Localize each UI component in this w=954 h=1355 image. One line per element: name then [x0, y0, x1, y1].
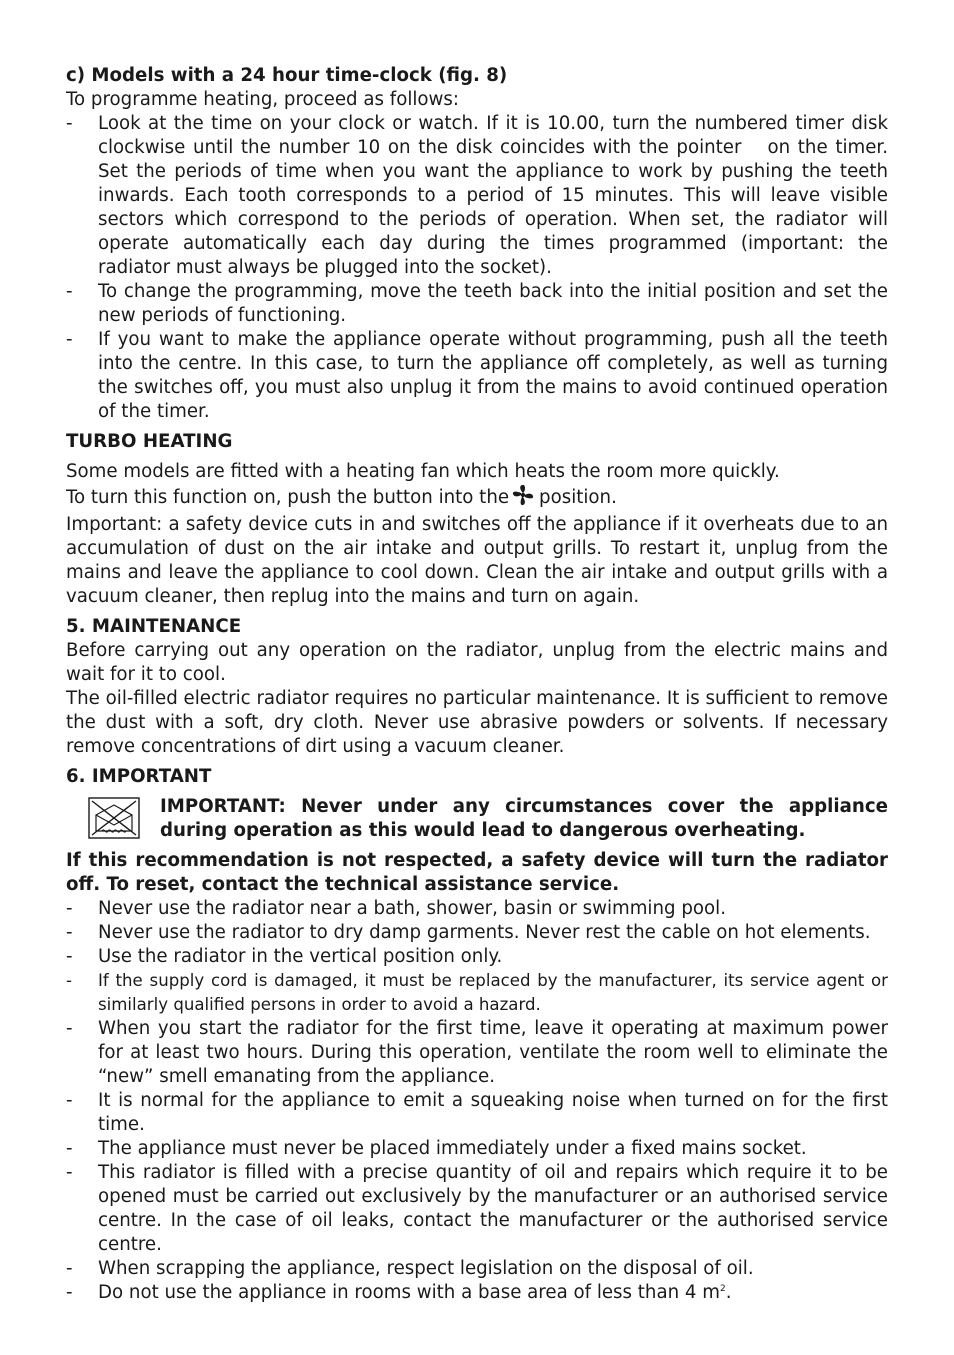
turbo-text: position. [539, 487, 617, 508]
list-item: - This radiator is filled with a precise quantity of oil and repairs which require it to be opened must be carried out exclusively by the manufacturer or an authorised service centre. In the case of oil leaks, contact the manufacturer or the authorised service centre. [66, 1161, 888, 1257]
list-item: - When scrapping the appliance, respect legislation on the disposal of oil. [66, 1257, 888, 1281]
list-item: - If you want to make the appliance operate without programming, push all the teeth into the centre. In this case, to turn the appliance off completely, as well as turning the switches off, you must also unplug it from the mains to avoid continued operation of the timer. [66, 328, 888, 424]
do-not-cover-icon [88, 797, 140, 839]
list-item [66, 112, 888, 280]
turbo-text: To turn this function on, push the button into the [66, 487, 510, 508]
important-bold-paragraph: If this recommendation is not respected, a safety device will turn the radiator off. To reset, contact the technical assistance service. [66, 850, 888, 895]
turbo-paragraph: Some models are fitted with a heating fan which heats the room more quickly. [66, 461, 780, 482]
list-item: - It is normal for the appliance to emit a squeaking noise when turned on for the first time. [66, 1089, 888, 1137]
list-item: - When you start the radiator for the first time, leave it operating at maximum power for at least two hours. During this operation, ventilate the room well to eliminate the “new” smell emanating from the appliance. [66, 1017, 888, 1089]
maintenance-heading: 5. MAINTENANCE [66, 616, 242, 637]
item-text: Do not use the appliance in rooms with a base area of less than 4 m [98, 1282, 720, 1303]
warning-box [66, 795, 888, 843]
list-item: - If the supply cord is damaged, it must be replaced by the manufacturer, its service agent or similarly qualified persons in order to avoid a hazard. [66, 969, 888, 1017]
important-heading: 6. IMPORTANT [66, 766, 212, 787]
manual-page [66, 64, 888, 1305]
turbo-heading: TURBO HEATING [66, 431, 233, 452]
maintenance-paragraph: The oil-filled electric radiator requires no particular maintenance. It is sufficient to remove the dust with a soft, dry cloth. Never use abrasive powders or solvents. If necessary remove concentrations of dirt using a vacuum cleaner. [66, 688, 888, 757]
item-text: . [725, 1282, 732, 1303]
superscript: 2 [719, 1284, 726, 1294]
section-c-intro: To programme heating, proceed as follows: [66, 89, 460, 110]
fan-icon [511, 484, 535, 513]
maintenance-paragraph: Before carrying out any operation on the radiator, unplug from the electric mains and wait for it to cool. [66, 640, 888, 685]
list-item: - Use the radiator in the vertical position only. [66, 945, 888, 969]
list-item: - Never use the radiator to dry damp garments. Never rest the cable on hot elements. [66, 921, 888, 945]
item-text: on the timer. Set the periods of time when you want the appliance to work by pushing the teeth inwards. Each tooth corresponds to a period of 15 minutes. This will leave visible sectors which correspond to the periods of operation. When set, the radiator will operate automatically each day during the times programmed (important: the radiator must always be plugged into the socket). [98, 137, 888, 278]
list-item: - To change the programming, move the teeth back into the initial position and set the new periods of functioning. [66, 280, 888, 328]
section-c-heading: c) Models with a 24 hour time-clock (fig. 8) [66, 65, 508, 86]
list-item [66, 1281, 888, 1305]
list-item: - Never use the radiator near a bath, shower, basin or swimming pool. [66, 897, 888, 921]
important-list [66, 897, 888, 1305]
turbo-paragraph [66, 484, 888, 513]
section-c-list [66, 112, 888, 424]
list-item: - The appliance must never be placed immediately under a fixed mains socket. [66, 1137, 888, 1161]
turbo-paragraph: Important: a safety device cuts in and switches off the appliance if it overheats due to an accumulation of dust on the air intake and output grills. To restart it, unplug from the mains and leave the appliance to cool down. Clean the air intake and output grills with a vacuum cleaner, then replug into the mains and turn on again. [66, 514, 888, 607]
warning-text: IMPORTANT: Never under any circumstances cover the appliance during operation as this would lead to dangerous overheating. [160, 796, 888, 841]
item-text: Look at the time on your clock or watch. If it is 10.00, turn the numbered timer disk clockwise until the number 10 on the disk coincides with the pointer [98, 113, 888, 158]
